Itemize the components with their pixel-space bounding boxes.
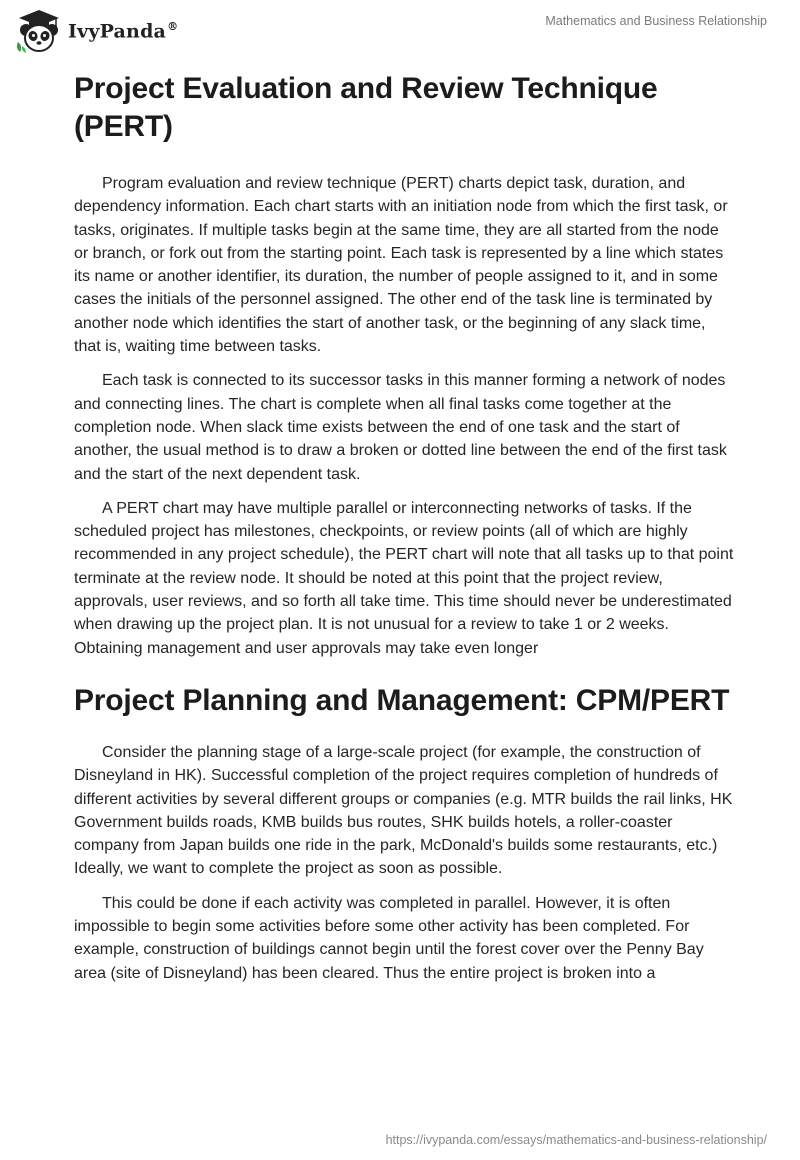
ivypanda-logo[interactable] <box>14 8 178 54</box>
paragraph: This could be done if each activity was completed in parallel. However, it is often impossible to begin some activities before some other activity has been completed. For example, construction of buildings cannot begin until the forest cover over the Penny Bay area (site of Disneyland) has been cleared. Thus the entire project is broken into a <box>74 894 704 982</box>
source-url[interactable]: https://ivypanda.com/essays/mathematics-and-business-relationship/ <box>385 1133 767 1147</box>
panda-graduate-icon <box>14 8 64 54</box>
document-title: Mathematics and Business Relationship <box>545 14 767 28</box>
paragraph: Each task is connected to its successor tasks in this manner forming a network of nodes and connecting lines. The chart is complete when all final tasks come together at the completion node. When slack time exists between the end of one task and the start of another, the usual method is to draw a broken or dotted line between the end of the first task and the start of the next dependent task. <box>74 372 727 483</box>
paragraph: A PERT chart may have multiple parallel or interconnecting networks of tasks. If the scheduled project has milestones, checkpoints, or review points (all of which are highly recommended in any project schedule), the PERT chart will note that all tasks up to that point terminate at the review node. It should be noted at this point that the project review, approvals, user reviews, and so forth all take time. This time should never be underestimated when drawing up the project plan. It is not unusual for a review to take 1 or 2 weeks. Obtaining management and user approvals may take even longer <box>74 499 734 657</box>
section-heading-cpm-pert: Project Planning and Management: CPM/PERT <box>74 683 730 717</box>
paragraph: Program evaluation and review technique (PERT) charts depict task, duration, and dependency information. Each chart starts with an initiation node from which the first task, or tasks, originates. If multiple tasks begin at the same time, they are all started from the node or branch, or fork out from the starting point. Each task is represented by a line which states its name or another identifier, its duration, the number of people assigned to it, and in some cases the initials of the personnel assigned. The other end of the task line is terminated by another node which identifies the start of another task, or the beginning of any slack time, that is, waiting time between tasks. <box>74 175 728 356</box>
section-heading-pert: Project Evaluation and Review Technique (PERT) <box>74 72 658 143</box>
page-header <box>0 0 800 60</box>
article-body <box>74 70 734 996</box>
logo-wordmark: IvyPanda® <box>68 19 179 43</box>
paragraph: Consider the planning stage of a large-scale project (for example, the construction of Disneyland in HK). Successful completion of the project requires completion of hundreds of different activities by several different groups or companies (e.g. MTR builds the rail links, HK Government builds roads, KMB builds bus routes, SHK builds hotels, a roller-coaster company from Japan builds one ride in the park, McDonald's builds some restaurants, etc.) Ideally, we want to complete the project as soon as possible. <box>74 743 733 878</box>
